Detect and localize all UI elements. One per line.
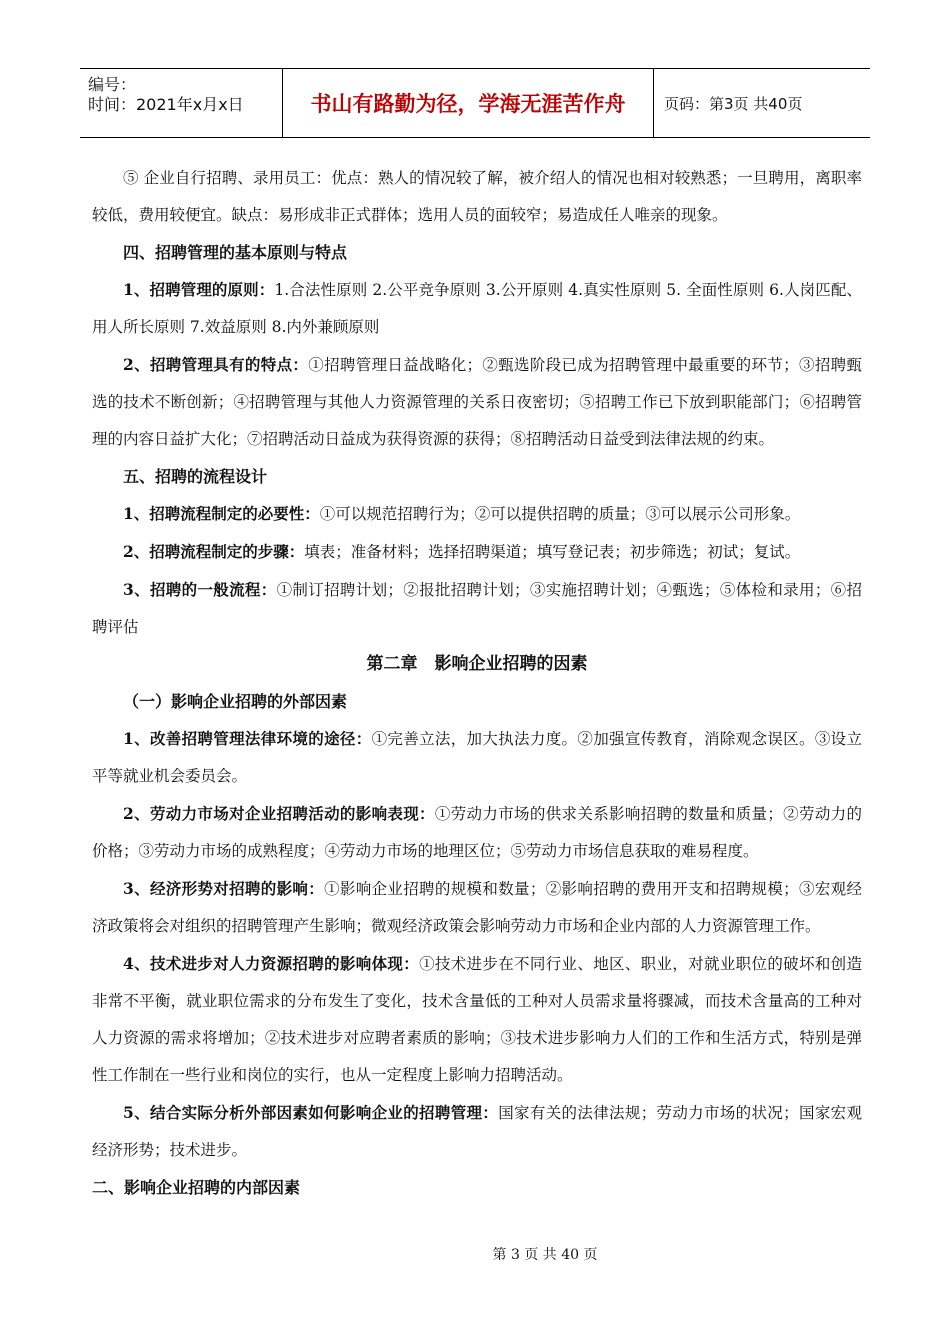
paragraph-legal-env: 1、改善招聘管理法律环境的途径：①完善立法，加大执法力度。②加强宣传教育，消除观念误区。③设立平等就业机会委员会。 xyxy=(92,729,862,785)
doc-date: 时间：2021年x月x日 xyxy=(88,95,244,114)
subsection-external: （一）影响企业招聘的外部因素 xyxy=(123,692,348,711)
document-body xyxy=(92,160,862,1206)
paragraph-economy: 3、经济形势对招聘的影响：①影响企业招聘的规模和数量；②影响招聘的费用开支和招聘规模；③宏观经济政策将会对组织的招聘管理产生影响；微观经济政策会影响劳动力市场和企业内部的人力资源管理工作。 xyxy=(92,879,862,935)
paragraph-steps: 2、招聘流程制定的步骤：填表；准备材料；选择招聘渠道；填写登记表；初步筛选；初试；复试。 xyxy=(123,542,801,561)
paragraph-necessity: 1、招聘流程制定的必要性：①可以规范招聘行为；②可以提供招聘的质量；③可以展示公司形象。 xyxy=(123,504,801,523)
section-heading-5: 五、招聘的流程设计 xyxy=(123,467,268,486)
section-heading-4: 四、招聘管理的基本原则与特点 xyxy=(123,243,348,262)
header-page-info: 页码：第3页 共40页 xyxy=(664,94,803,113)
doc-number-label: 编号： xyxy=(88,75,137,94)
footer-page-number: 第 3 页 共 40 页 xyxy=(492,1247,598,1263)
chapter-title: 第二章 影响企业招聘的因素 xyxy=(366,654,588,674)
paragraph-technology: 4、技术进步对人力资源招聘的影响体现：①技术进步在不同行业、地区、职业，对就业职位的破坏和创造非常不平衡，就业职位需求的分布发生了变化，技术含量低的工种对人员需求量将骤减，而技术含量高的工种对人力资源的需求将增加；②技术进步对应聘者素质的影响；③技术进步影响力人们的工作和生活方式，特别是弹性工作制在一些行业和岗位的实行，也从一定程度上影响力招聘活动。 xyxy=(92,954,862,1084)
page-header xyxy=(80,68,870,138)
paragraph-recruit-self: ⑤ 企业自行招聘、录用员工：优点：熟人的情况较了解，被介绍人的情况也相对较熟悉；一旦聘用，离职率较低，费用较便宜。缺点：易形成非正式群体；选用人员的面较窄；易造成任人唯亲的现象。 xyxy=(92,169,862,224)
paragraph-principles: 1、招聘管理的原则：1.合法性原则 2.公平竞争原则 3.公开原则 4.真实性原则 5. 全面性原则 6.人岗匹配、用人所长原则 7.效益原则 8.内外兼顾原则 xyxy=(92,280,862,336)
subsection-internal: 二、影响企业招聘的内部因素 xyxy=(92,1178,301,1197)
page-footer xyxy=(0,1244,950,1264)
paragraph-features: 2、招聘管理具有的特点：①招聘管理日益战略化；②甄选阶段已成为招聘管理中最重要的环节；③招聘甄选的技术不断创新；④招聘管理与其他人力资源管理的关系日夜密切；⑤招聘工作已下放到职能部门；⑥招聘管理的内容日益扩大化；⑦招聘活动日益成为获得资源的获得；⑧招聘活动日益受到法律法规的约束。 xyxy=(92,355,862,448)
header-meta xyxy=(80,69,282,137)
paragraph-general-process: 3、招聘的一般流程：①制订招聘计划；②报批招聘计划；③实施招聘计划；④甄选；⑤体检和录用；⑥招聘评估 xyxy=(92,580,862,636)
paragraph-labor-market: 2、劳动力市场对企业招聘活动的影响表现：①劳动力市场的供求关系影响招聘的数量和质量；②劳动力的价格；③劳动力市场的成熟程度；④劳动力市场的地理区位；⑤劳动力市场信息获取的难易程度。 xyxy=(92,804,862,860)
header-motto: 书山有路勤为径，学海无涯苦作舟 xyxy=(282,69,654,137)
paragraph-analysis: 5、结合实际分析外部因素如何影响企业的招聘管理：国家有关的法律法规；劳动力市场的状况；国家宏观经济形势；技术进步。 xyxy=(92,1103,862,1159)
